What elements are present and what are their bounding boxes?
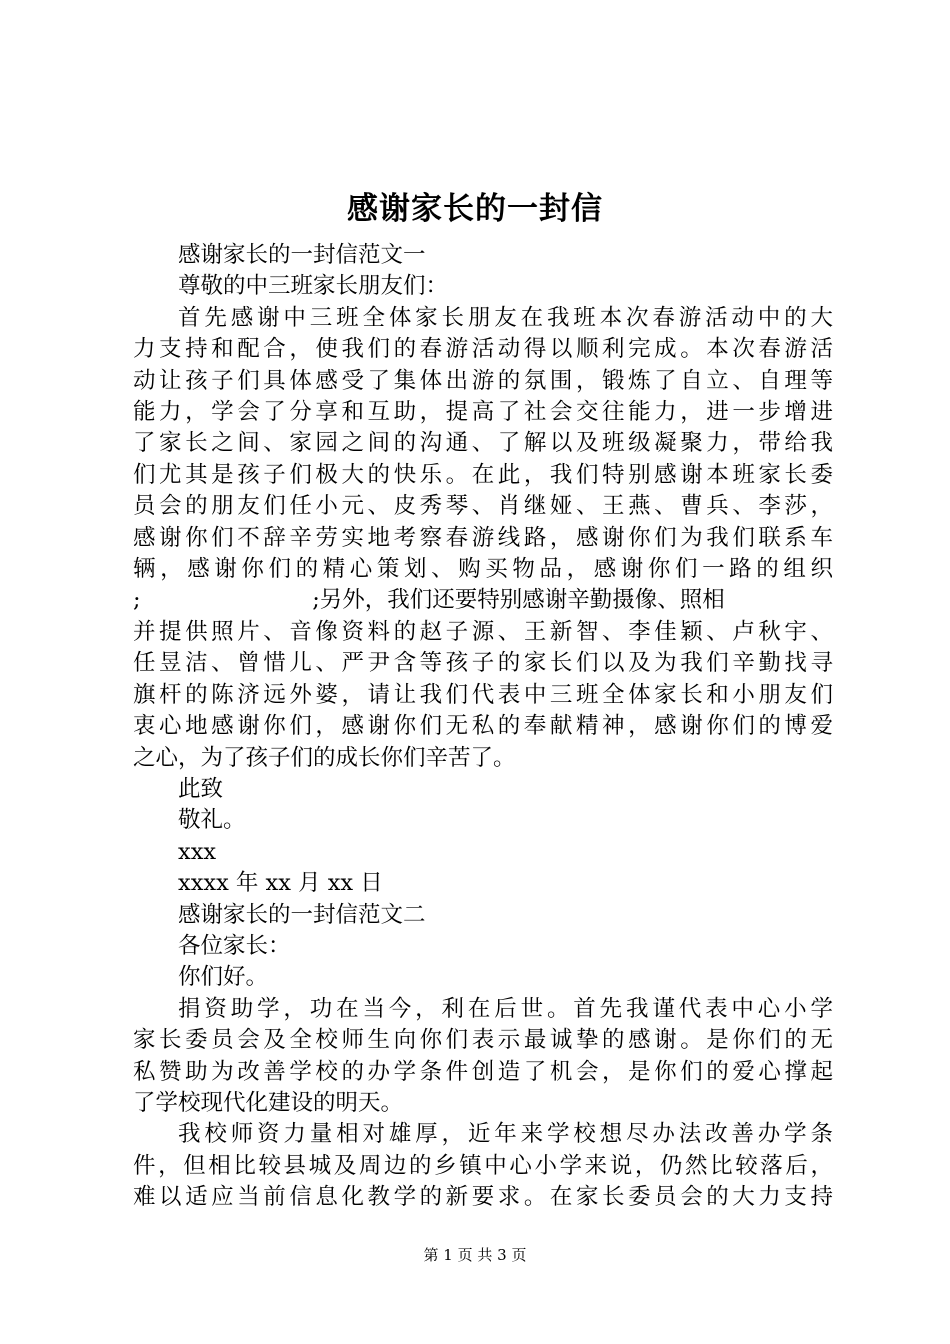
text-line: 并提供照片、音像资料的赵子源、王新智、李佳颖、卢秋宇、 xyxy=(133,618,833,645)
text-line: 们尤其是孩子们极大的快乐。在此，我们特别感谢本班家长委 xyxy=(133,461,833,488)
document-title: 感谢家长的一封信 xyxy=(347,191,603,227)
text-line: 件，但相比较县城及周边的乡镇中心小学来说，仍然比较落后， xyxy=(133,1152,833,1179)
text-line: 了学校现代化建设的明天。 xyxy=(133,1089,404,1116)
text-line: xxx xyxy=(178,838,217,865)
text-line: 感谢你们不辞辛劳实地考察春游线路，感谢你们为我们联系车 xyxy=(133,524,833,551)
text-line: 我校师资力量相对雄厚，近年来学校想尽办法改善办学条 xyxy=(178,1121,833,1148)
text-line: 旗杆的陈济远外婆，请让我们代表中三班全体家长和小朋友们 xyxy=(133,681,833,708)
text-line: 之心，为了孩子们的成长你们辛苦了。 xyxy=(133,744,516,771)
text-line: 家长委员会及全校师生向你们表示最诚挚的感谢。是你们的无 xyxy=(133,1027,833,1054)
text-line: 员会的朋友们任小元、皮秀琴、肖继娅、王燕、曹兵、李莎， xyxy=(133,493,833,520)
text-line: 任昱洁、曾惜儿、严尹含等孩子的家长们以及为我们辛勤找寻 xyxy=(133,650,833,677)
text-line: 私赞助为改善学校的办学条件创造了机会，是你们的爱心撑起 xyxy=(133,1058,833,1085)
text-line: 辆，感谢你们的精心策划、购买物品，感谢你们一路的组织 xyxy=(133,556,833,583)
text-line: 敬礼。 xyxy=(178,807,246,834)
text-line: 各位家长： xyxy=(178,932,291,959)
text-line: 感谢家长的一封信范文一 xyxy=(178,242,426,268)
text-line: 尊敬的中三班家长朋友们： xyxy=(178,273,449,300)
text-line: 了家长之间、家园之间的沟通、了解以及班级凝聚力，带给我 xyxy=(133,430,833,457)
text-line: 动让孩子们具体感受了集体出游的氛围，锻炼了自立、自理等 xyxy=(133,367,833,394)
text-line: ; ;另外，我们还要特别感谢辛勤摄像、照相 xyxy=(133,587,725,614)
text-line: 捐资助学，功在当今，利在后世。首先我谨代表中心小学 xyxy=(178,995,833,1022)
text-line: 感谢家长的一封信范文二 xyxy=(178,901,426,928)
document-body xyxy=(133,240,833,1214)
text-line: 首先感谢中三班全体家长朋友在我班本次春游活动中的大 xyxy=(178,304,833,331)
text-line: 难以适应当前信息化教学的新要求。在家长委员会的大力支持 xyxy=(133,1184,833,1211)
text-line: xxxx 年 xx 月 xx 日 xyxy=(178,870,383,897)
text-line: 力支持和配合，使我们的春游活动得以顺利完成。本次春游活 xyxy=(133,336,833,363)
text-line: 能力，学会了分享和互助，提高了社会交往能力，进一步增进 xyxy=(133,399,833,426)
text-line: 衷心地感谢你们，感谢你们无私的奉献精神，感谢你们的博爱 xyxy=(133,713,833,740)
text-line: 你们好。 xyxy=(178,964,269,991)
page-number-footer: 第 1 页 共 3 页 xyxy=(423,1246,527,1264)
text-line: 此致 xyxy=(178,775,224,802)
